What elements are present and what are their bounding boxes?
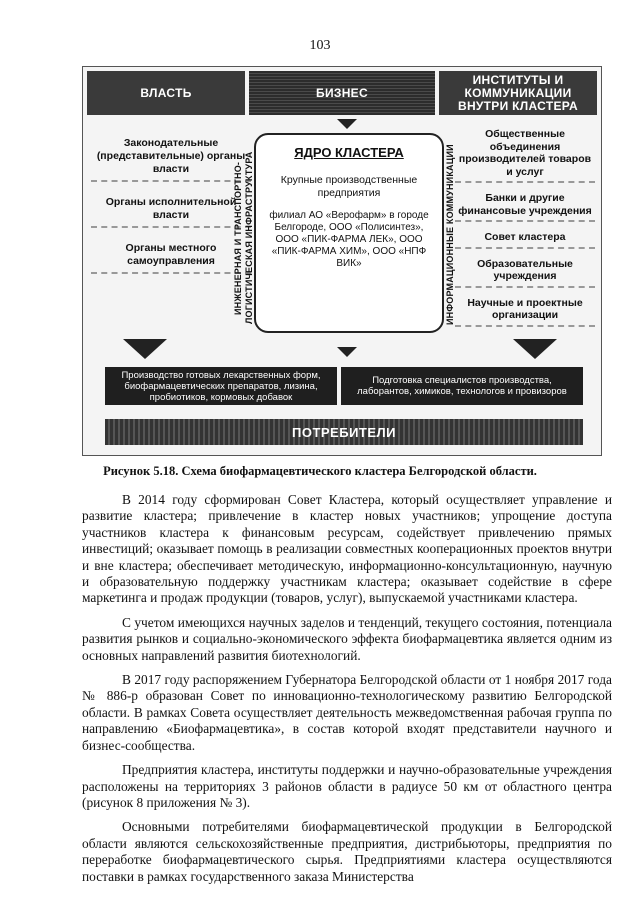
chevron-down-icon <box>513 339 557 359</box>
cluster-diagram <box>82 66 602 456</box>
header-power: ВЛАСТЬ <box>87 71 245 115</box>
cluster-council-box: Совет кластера <box>455 228 595 249</box>
paragraph: В 2017 году распоряжением Губернатора Белгородской области от 1 ноября 2017 года № 886-р образован Совет по инновационно-технологическому развитию Белгородской области. В рамках Совета осуществляет деятельность межведомственная рабочая группа по направлению «Биофармацевтика», в состав которой входят представители научного и бизнес-сообщества. <box>82 672 612 753</box>
figure-caption: Рисунок 5.18. Схема биофармацевтического кластера Белгородской области. <box>103 464 537 478</box>
consumers-band: ПОТРЕБИТЕЛИ <box>105 419 583 445</box>
paragraph: С учетом имеющихся научных заделов и тенденций, текущего состояния, потенциала развития рынков и социально-экономического эффекта биофармацевтика является одним из основных направлений развития биотехнологий. <box>82 614 612 663</box>
infrastructure-label: ИНЖЕНЕРНАЯ И ТРАНСПОРТНО-ЛОГИСТИЧЕСКАЯ ИНФРАСТРУКТУРА <box>233 151 254 325</box>
production-band: Производство готовых лекарственных форм, биофармацевтических препаратов, лизина, пробиотиков, кормовых добавок <box>105 367 337 405</box>
paragraph: Основными потребителями биофармацевтической продукции в Белгородской области являются сельскохозяйственные предприятия, дистрибьюторы, предприятия по переработке биофармацевтического сырья. Предприятиями кластера осуществляются поставки в рамках государственного заказа Министерства <box>82 819 612 884</box>
public-associations-box: Общественные объединения производителей товаров и услуг <box>455 125 595 183</box>
legislative-bodies-box: Законодательные (представительные) органы власти <box>91 133 251 182</box>
local-government-box: Органы местного самоуправления <box>91 238 251 274</box>
cluster-core-box <box>254 133 444 333</box>
chevron-down-icon <box>337 119 357 129</box>
header-institutes: ИНСТИТУТЫ И КОММУНИКАЦИИ ВНУТРИ КЛАСТЕРА <box>439 71 597 115</box>
training-band: Подготовка специалистов производства, лаборантов, химиков, технологов и провизоров <box>341 367 583 405</box>
executive-bodies-box: Органы исполнительной власти <box>91 192 251 228</box>
paragraph: В 2014 году сформирован Совет Кластера, который осуществляет управление и развитие кластера; привлечение в кластер новых участников; упрощение доступа участников кластера к финансовым ресурсам, содействует привлечению прямых инвестиций; оказывает помощь в реализации совместных кооперационных проектов внутри и вне кластера; обеспечивает методическую, информационно-консультационную, научную и образовательную поддержку участникам кластера; оказывает содействие в сфере маркетинга и продаж продукции (товаров, услуг), выпускаемой участниками кластера. <box>82 492 612 606</box>
core-title: ЯДРО КЛАСТЕРА <box>294 145 404 160</box>
institutes-column <box>455 125 595 333</box>
research-organizations-box: Научные и проектные организации <box>455 294 595 327</box>
page-number: 103 <box>309 38 331 53</box>
header-business: БИЗНЕС <box>249 71 435 115</box>
core-companies: филиал АО «Верофарм» в городе Белгороде, ООО «Полисинтез», ООО «ПИК-ФАРМА ЛЕК», ООО «ПИК-ФАРМА ХИМ», ООО «НПФ ВИК» <box>269 210 429 269</box>
banks-box: Банки и другие финансовые учреждения <box>455 189 595 222</box>
chevron-down-icon <box>123 339 167 359</box>
educational-institutions-box: Образовательные учреждения <box>455 255 595 288</box>
chevron-down-icon <box>337 347 357 357</box>
power-column <box>91 133 251 284</box>
paragraph: Предприятия кластера, институты поддержки и научно-образовательные учреждения расположены на территориях 3 районов области в радиусе 50 км от областного центра (рисунок 8 приложения № 3). <box>82 762 612 810</box>
body-text <box>82 492 612 893</box>
info-communications-label: ИНФОРМАЦИОННЫЕ КОММУНИКАЦИИ <box>445 144 455 326</box>
core-subtitle: Крупные производственные предприятия <box>280 174 418 199</box>
